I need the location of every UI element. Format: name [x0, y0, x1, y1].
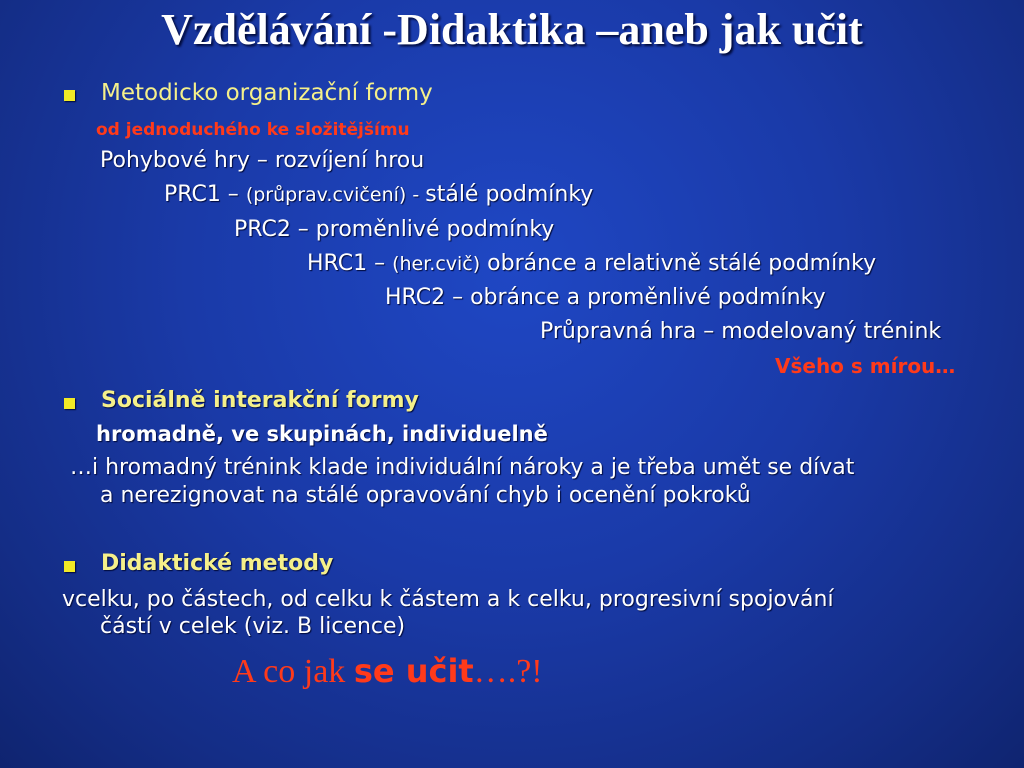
prc1-paren: (průprav.cvičení) - — [245, 184, 426, 206]
hrc1-rest: obránce a relativně stálé podmínky — [480, 251, 877, 276]
slide-title: Vzdělávání -Didaktika –aneb jak učit — [161, 5, 863, 54]
section-heading-didakticke: Didaktické metody — [101, 551, 334, 576]
line-metody-1: vcelku, po částech, od celku k částem a k celku, progresivní spojování — [62, 587, 834, 612]
line-metody-2: částí v celek (viz. B licence) — [100, 614, 406, 639]
section-heading-metodicko: Metodicko organizační formy — [101, 80, 433, 106]
prc1-label: PRC1 – — [164, 182, 246, 207]
line-hrc2: HRC2 – obránce a proměnlivé podmínky — [385, 285, 826, 310]
prc1-rest: stálé podmínky — [425, 182, 594, 207]
bullet-icon — [64, 398, 75, 409]
bullet-icon — [64, 561, 75, 572]
subheading-jednoduche: od jednoduchého ke složitějšímu — [96, 120, 410, 140]
closing-part3: ….?! — [473, 653, 543, 690]
line-prc2: PRC2 – proměnlivé podmínky — [234, 217, 555, 242]
line-hrc1 — [307, 251, 876, 276]
line-pohybove-hry: Pohybové hry – rozvíjení hrou — [100, 148, 425, 173]
subheading-hromadne: hromadně, ve skupinách, individuelně — [96, 422, 548, 446]
hrc1-paren: (her.cvič) — [392, 253, 481, 275]
hrc1-label: HRC1 – — [307, 251, 393, 276]
section-heading-socialne: Sociálně interakční formy — [101, 388, 419, 413]
closing-part1: A co jak — [232, 653, 354, 690]
line-mira: Všeho s mírou… — [775, 354, 956, 378]
line-hromadny-2: a nerezignovat na stálé opravování chyb i ocenění pokroků — [100, 483, 751, 508]
line-prc1 — [164, 182, 593, 207]
bullet-icon — [64, 90, 75, 101]
line-hromadny-1: …i hromadný trénink klade individuální nároky a je třeba umět se dívat — [70, 455, 855, 480]
line-pruprav: Průpravná hra – modelovaný trénink — [540, 319, 942, 344]
closing-part2: se učit — [353, 652, 474, 690]
closing-line — [232, 652, 543, 691]
